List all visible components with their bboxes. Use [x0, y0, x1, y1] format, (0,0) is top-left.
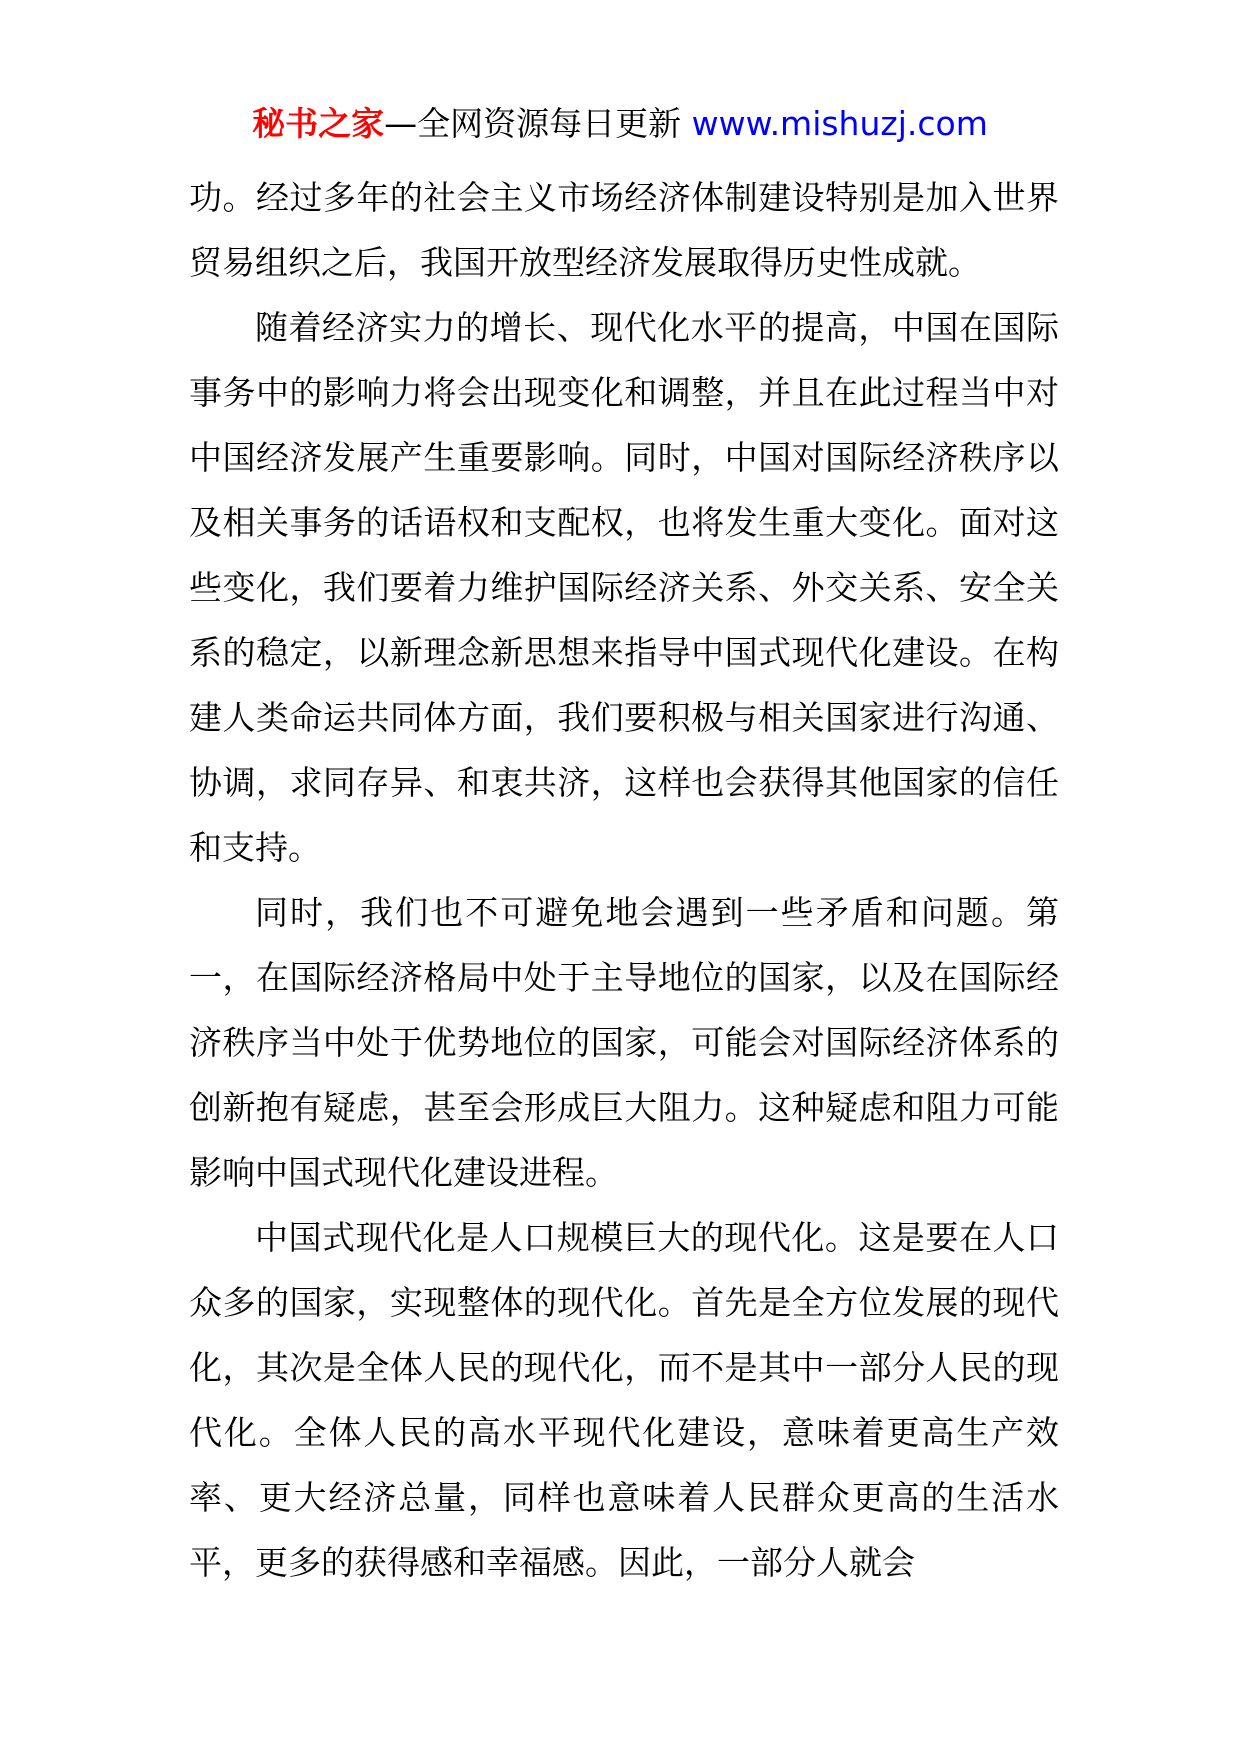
paragraph-continuation: 功。经过多年的社会主义市场经济体制建设特别是加入世界贸易组织之后，我国开放型经济发展取得历史性成就。	[189, 178, 1059, 282]
header-tagline: —全网资源每日更新	[384, 104, 682, 143]
brand-name: 秘书之家	[252, 104, 385, 143]
site-url-link[interactable]: www.mishuzj.com	[691, 104, 988, 143]
paragraph-population: 中国式现代化是人口规模巨大的现代化。这是要在人口众多的国家，实现整体的现代化。首先是全方位发展的现代化，其次是全体人民的现代化，而不是其中一部分人民的现代化。全体人民的高水平现代化建设，意味着更高生产效率、更大经济总量，同样也意味着人民群众更高的生活水平，更多的获得感和幸福感。因此，一部分人就会	[189, 1218, 1059, 1582]
page-header	[0, 98, 1240, 150]
document-body	[189, 165, 1059, 1595]
paragraph-challenges: 同时，我们也不可避免地会遇到一些矛盾和问题。第一，在国际经济格局中处于主导地位的国家，以及在国际经济秩序当中处于优势地位的国家，可能会对国际经济体系的创新抱有疑虑，甚至会形成巨大阻力。这种疑虑和阻力可能影响中国式现代化建设进程。	[189, 893, 1059, 1192]
paragraph-influence: 随着经济实力的增长、现代化水平的提高，中国在国际事务中的影响力将会出现变化和调整，并且在此过程当中对中国经济发展产生重要影响。同时，中国对国际经济秩序以及相关事务的话语权和支配权，也将发生重大变化。面对这些变化，我们要着力维护国际经济关系、外交关系、安全关系的稳定，以新理念新思想来指导中国式现代化建设。在构建人类命运共同体方面，我们要积极与相关国家进行沟通、协调，求同存异、和衷共济，这样也会获得其他国家的信任和支持。	[189, 308, 1059, 867]
